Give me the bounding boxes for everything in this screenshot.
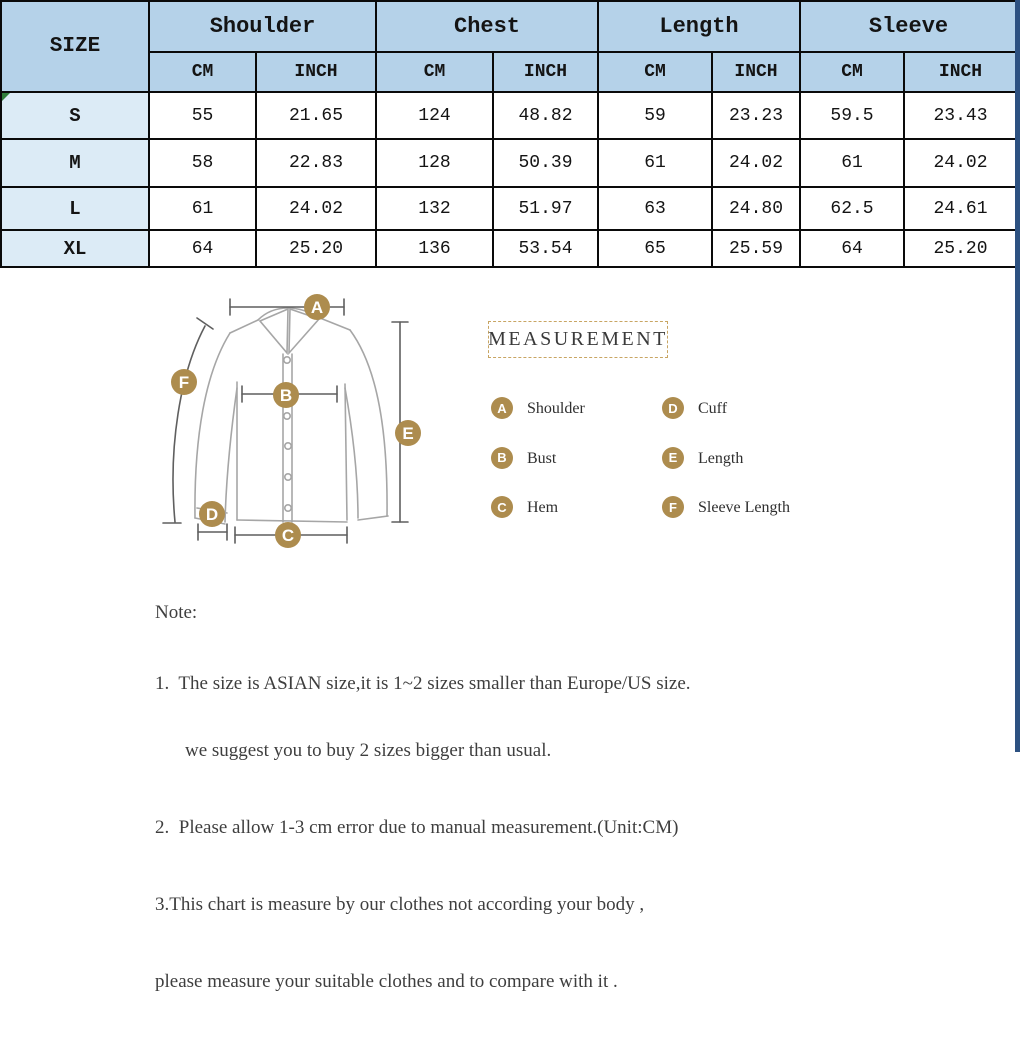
shoulder-inch-header: INCH <box>256 52 376 92</box>
legend-label: Bust <box>527 449 557 467</box>
legend-label: Length <box>698 449 744 467</box>
right-edge-strip <box>1015 0 1020 752</box>
table-cell: 61 <box>598 139 712 187</box>
table-cell: 61 <box>800 139 904 187</box>
table-cell: 25.20 <box>904 230 1017 267</box>
chest-cm-header: CM <box>376 52 493 92</box>
marker-c-letter: C <box>281 526 295 545</box>
shirt-outline <box>195 308 388 524</box>
size-row-label: S <box>1 92 149 139</box>
note-line-4: please measure your suitable clothes and to compare with it . <box>155 971 618 992</box>
table-cell: 22.83 <box>256 139 376 187</box>
legend-item-length <box>662 447 790 497</box>
notes-section <box>155 558 875 1037</box>
diagram-markers <box>171 294 421 548</box>
cell-corner-flag-icon <box>2 93 10 101</box>
marker-f-letter: F <box>178 373 190 392</box>
table-cell: 124 <box>376 92 493 139</box>
table-cell: 128 <box>376 139 493 187</box>
measurement-legend <box>491 397 790 546</box>
table-cell: 61 <box>149 187 256 230</box>
size-row-label: L <box>1 187 149 230</box>
table-row <box>1 230 1017 267</box>
table-cell: 24.02 <box>904 139 1017 187</box>
table-cell: 24.02 <box>256 187 376 230</box>
measurement-title-box <box>488 321 668 358</box>
table-cell: 25.20 <box>256 230 376 267</box>
size-table <box>0 0 1018 268</box>
table-row <box>1 187 1017 230</box>
note-line-3: 3.This chart is measure by our clothes not according your body , <box>155 894 645 915</box>
table-row <box>1 139 1017 187</box>
table-cell: 55 <box>149 92 256 139</box>
marker-d-letter: D <box>205 505 219 524</box>
legend-label: Hem <box>527 499 559 516</box>
table-cell: 21.65 <box>256 92 376 139</box>
shirt-measurement-diagram <box>150 278 470 568</box>
legend-a-icon: A <box>491 397 513 419</box>
sleeve-inch-header: INCH <box>904 52 1017 92</box>
table-cell: 59 <box>598 92 712 139</box>
sleeve-group-header: Sleeve <box>800 1 1017 52</box>
legend-item-shoulder <box>491 397 662 447</box>
sleeve-cm-header: CM <box>800 52 904 92</box>
legend-e-icon: E <box>662 447 684 469</box>
chest-inch-header: INCH <box>493 52 598 92</box>
note-line-2: 2. Please allow 1-3 cm error due to manual measurement.(Unit:CM) <box>155 817 679 838</box>
table-cell: 23.43 <box>904 92 1017 139</box>
table-cell: 24.80 <box>712 187 800 230</box>
measurement-title: MEASUREMENT <box>488 328 668 350</box>
table-cell: 64 <box>800 230 904 267</box>
table-cell: 136 <box>376 230 493 267</box>
marker-e-letter: E <box>402 424 414 443</box>
legend-item-hem <box>491 496 662 546</box>
legend-f-icon: F <box>662 496 684 518</box>
table-cell: 59.5 <box>800 92 904 139</box>
table-cell: 51.97 <box>493 187 598 230</box>
marker-a-letter: A <box>310 298 324 317</box>
legend-d-icon: D <box>662 397 684 419</box>
notes-label: Note: <box>155 602 198 623</box>
table-cell: 24.61 <box>904 187 1017 230</box>
table-cell: 50.39 <box>493 139 598 187</box>
legend-item-cuff <box>662 397 790 447</box>
length-inch-header: INCH <box>712 52 800 92</box>
table-row <box>1 92 1017 139</box>
note-line-1: 1. The size is ASIAN size,it is 1~2 sizes smaller than Europe/US size. <box>155 673 691 694</box>
table-cell: 65 <box>598 230 712 267</box>
size-row-label: M <box>1 139 149 187</box>
size-column-header: SIZE <box>1 1 149 92</box>
table-cell: 25.59 <box>712 230 800 267</box>
table-cell: 63 <box>598 187 712 230</box>
chest-group-header: Chest <box>376 1 598 52</box>
legend-label: Shoulder <box>527 400 585 417</box>
legend-label: Sleeve Length <box>698 499 790 516</box>
shoulder-group-header: Shoulder <box>149 1 376 52</box>
note-line-1b: we suggest you to buy 2 sizes bigger than usual. <box>185 740 552 761</box>
table-cell: 24.02 <box>712 139 800 187</box>
length-cm-header: CM <box>598 52 712 92</box>
table-cell: 62.5 <box>800 187 904 230</box>
legend-item-bust <box>491 447 662 497</box>
length-group-header: Length <box>598 1 800 52</box>
legend-label: Cuff <box>698 400 728 417</box>
table-cell: 132 <box>376 187 493 230</box>
marker-b-letter: B <box>279 386 293 405</box>
table-cell: 23.23 <box>712 92 800 139</box>
legend-b-icon: B <box>491 447 513 469</box>
table-cell: 48.82 <box>493 92 598 139</box>
table-cell: 58 <box>149 139 256 187</box>
table-cell: 53.54 <box>493 230 598 267</box>
legend-item-sleeve-length <box>662 496 790 546</box>
table-cell: 64 <box>149 230 256 267</box>
legend-c-icon: C <box>491 496 513 518</box>
size-row-label: XL <box>1 230 149 267</box>
shoulder-cm-header: CM <box>149 52 256 92</box>
